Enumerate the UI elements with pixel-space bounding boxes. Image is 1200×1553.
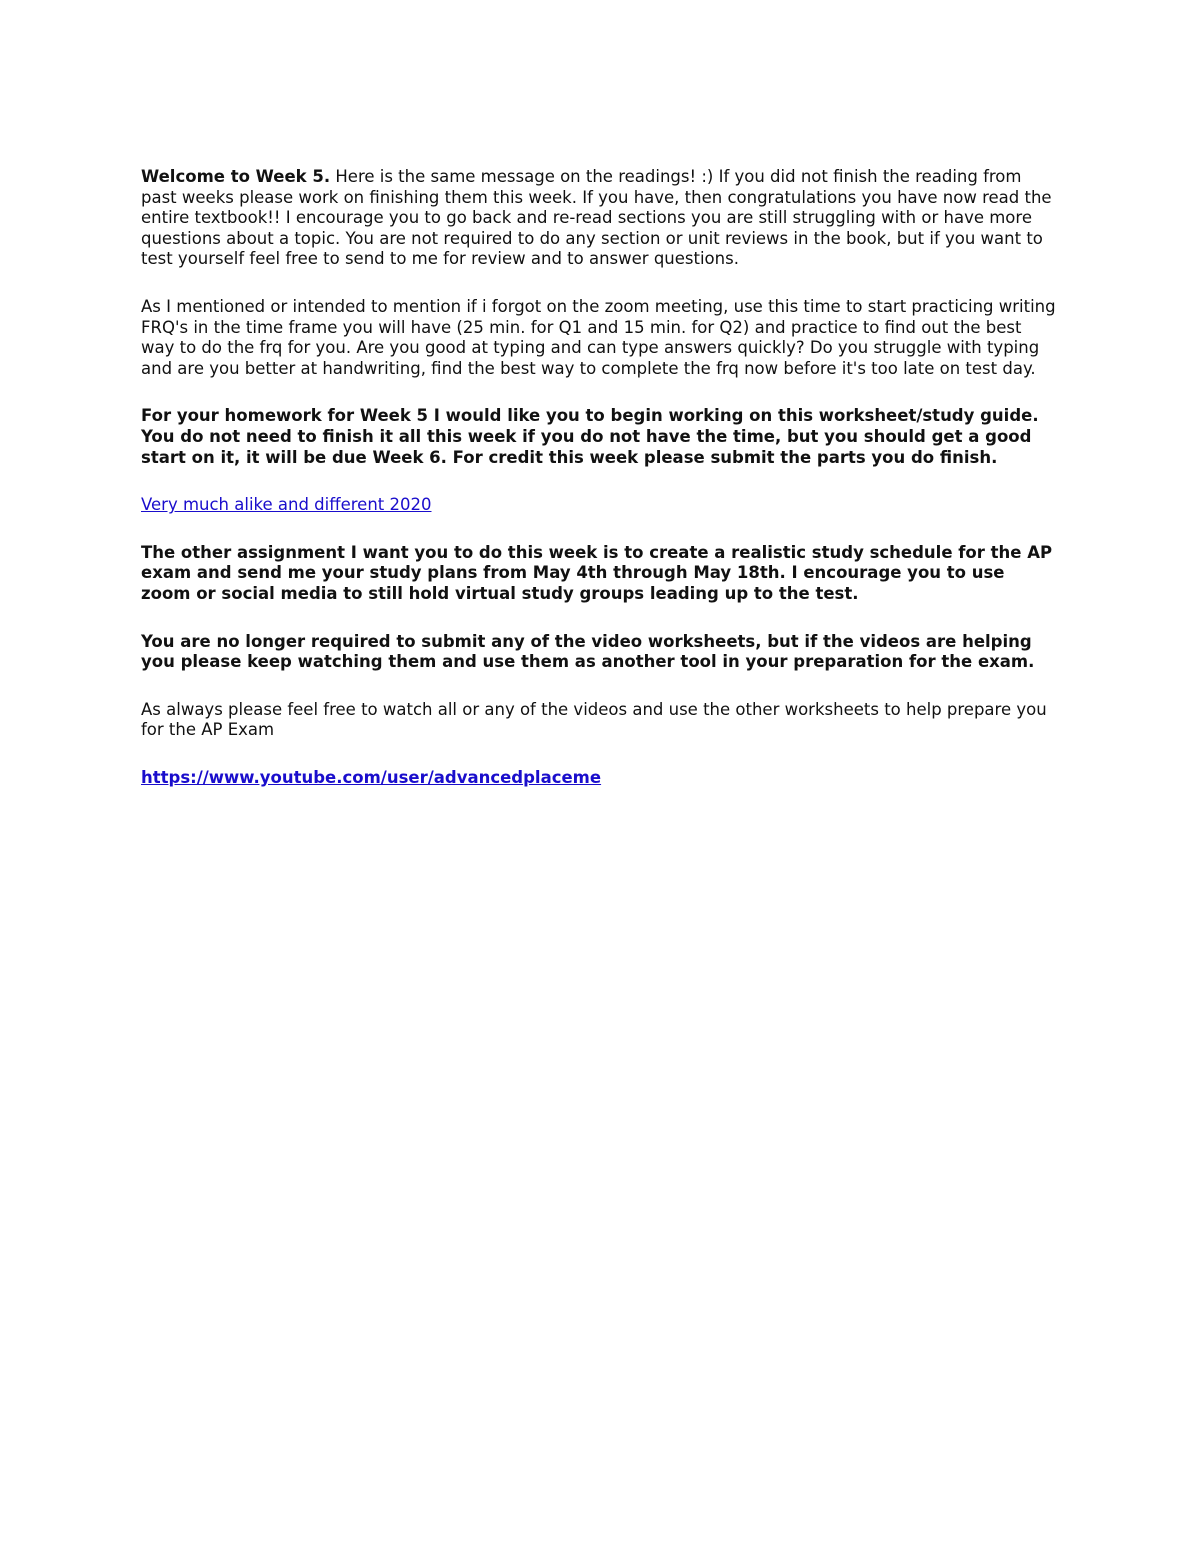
youtube-link[interactable]: https://www.youtube.com/user/advancedplaceme [141,767,602,787]
intro-text: Here is the same message on the readings! :) If you did not finish the reading from past weeks please work on finishing them this week. If you have, then congratulations you have now read the entire textbook!! I encourage you to go back and re-read sections you are still struggling with or have more questions about a topic. You are not required to do any section or unit reviews in the book, but if you want to test yourself feel free to send to me for review and to answer questions. [141,167,1052,269]
homework-paragraph: For your homework for Week 5 I would like you to begin working on this worksheet/study guide. You do not need to finish it all this week if you do not have the time, but you should get a good start on it, it will be due Week 6. For credit this week please submit the parts you do finish. [141,406,1039,467]
worksheet-link[interactable]: Very much alike and different 2020 [141,495,432,515]
frq-paragraph: As I mentioned or intended to mention if i forgot on the zoom meeting, use this time to start practicing writing FRQ's in the time frame you will have (25 min. for Q1 and 15 min. for Q2) and practice to find out the best way to do the frq for you. Are you good at typing and can type answers quickly? Do you struggle with typing and are you better at handwriting, find the best way to complete the frq now before it's too late on test day. [141,296,1056,378]
intro-lead: Welcome to Week 5. [141,167,331,186]
schedule-paragraph: The other assignment I want you to do this week is to create a realistic study schedule for the AP exam and send me your study plans from May 4th through May 18th. I encourage you to use zoom or social media to still hold virtual study groups leading up to the test. [141,542,1053,603]
always-paragraph: As always please feel free to watch all or any of the videos and use the other worksheets to help prepare you for the AP Exam [141,699,1047,740]
videos-paragraph: You are no longer required to submit any of the video worksheets, but if the videos are helping you please keep watching them and use them as another tool in your preparation for the exam. [141,631,1035,672]
youtube-link-paragraph [141,768,1059,789]
intro-paragraph [141,167,1059,270]
document-page [141,167,1059,815]
worksheet-link-paragraph [141,495,1059,516]
